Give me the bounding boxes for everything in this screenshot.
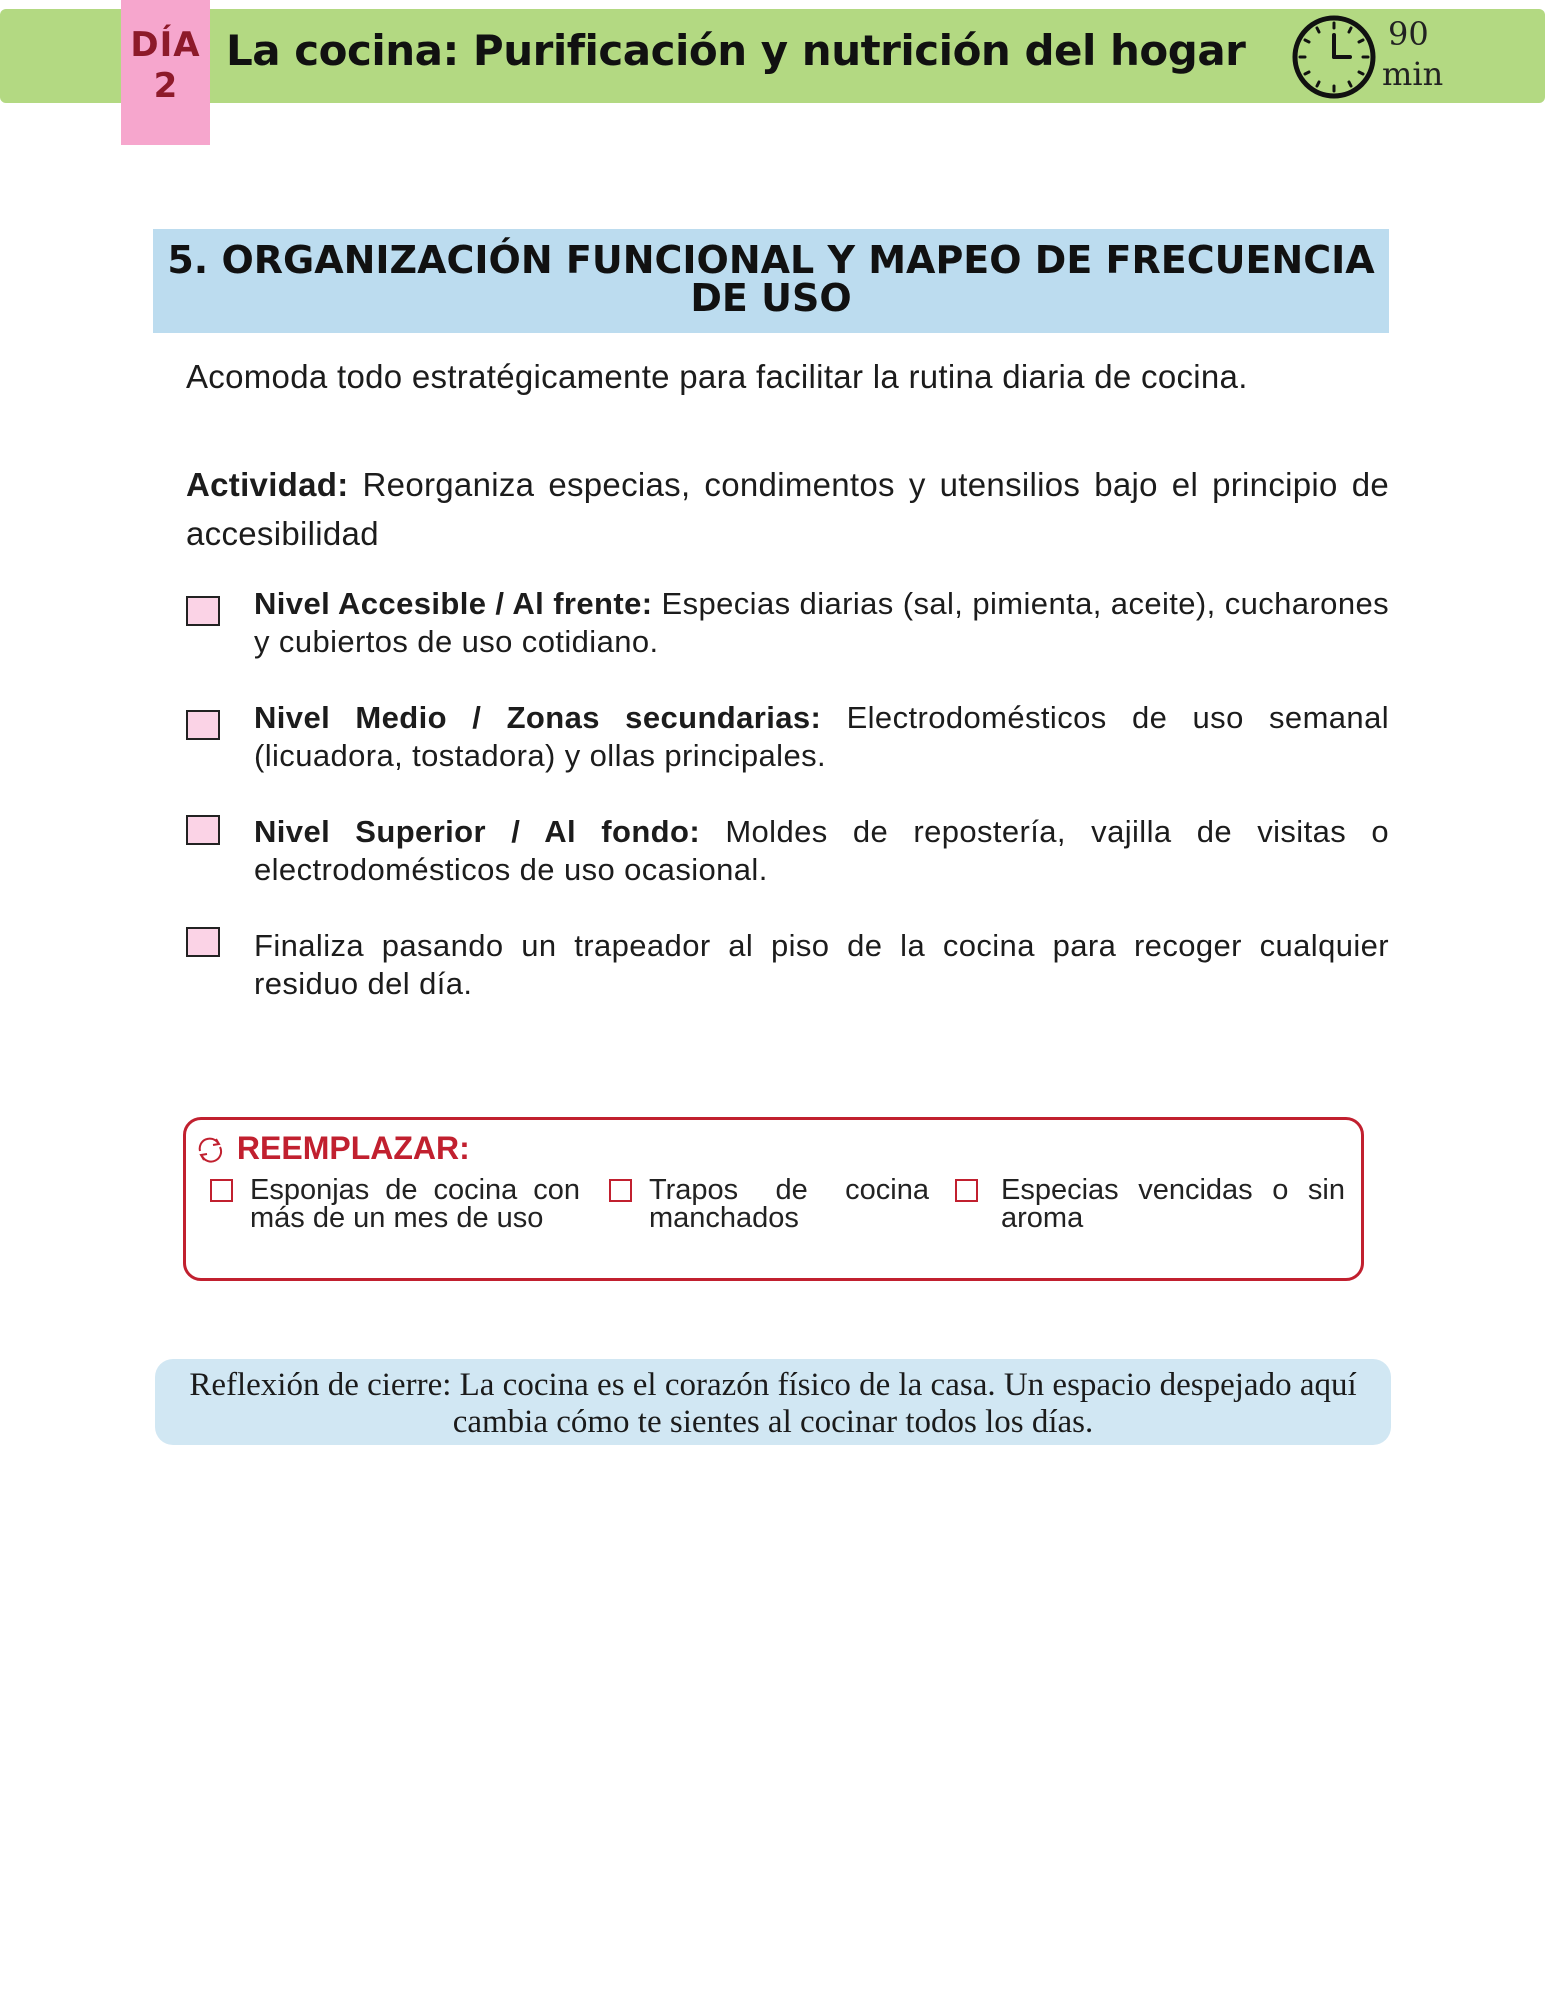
recycle-icon bbox=[194, 1135, 226, 1163]
checklist-item-label: Nivel Superior / Al fondo: bbox=[254, 814, 701, 849]
section-title: ORGANIZACIÓN FUNCIONAL Y MAPEO DE FRECUENCIA DE USO bbox=[221, 238, 1375, 320]
replace-title: REEMPLAZAR: bbox=[236, 1130, 470, 1166]
reflection-text: Reflexión de cierre: La cocina es el corazón físico de la casa. Un espacio despejado aquí cambia cómo te sientes al cocinar todos los días. bbox=[189, 1367, 1357, 1440]
intro-text: Acomoda todo estratégicamente para facilitar la rutina diaria de cocina. bbox=[186, 358, 1248, 395]
replace-item bbox=[609, 1176, 929, 1266]
activity-paragraph bbox=[186, 460, 1389, 558]
section-number: 5. bbox=[167, 238, 209, 282]
replace-item-text: Esponjas de cocina con más de un mes de uso bbox=[250, 1174, 580, 1234]
replace-item-text: Especias vencidas o sin aroma bbox=[1001, 1174, 1345, 1234]
checklist-item-label: Nivel Medio / Zonas secundarias: bbox=[254, 700, 822, 735]
checklist-item-text: Especias diarias (sal, pimienta, aceite), cucharones y cubiertos de uso cotidiano. bbox=[254, 586, 1389, 659]
day-number: 2 bbox=[153, 66, 178, 106]
section-heading bbox=[153, 229, 1389, 333]
duration-unit: min bbox=[1382, 55, 1444, 93]
checkbox[interactable] bbox=[210, 1179, 233, 1202]
checklist-item-text: Electrodomésticos de uso semanal (licuadora, tostadora) y ollas principales. bbox=[254, 700, 1389, 773]
replace-item bbox=[955, 1176, 1345, 1266]
checkbox[interactable] bbox=[186, 815, 220, 845]
reflection-box bbox=[155, 1359, 1391, 1445]
checkbox[interactable] bbox=[186, 710, 220, 740]
activity-text: Reorganiza especias, condimentos y utensilios bajo el principio de accesibilidad bbox=[186, 466, 1390, 552]
duration bbox=[1382, 14, 1502, 94]
replace-heading bbox=[194, 1130, 470, 1167]
checklist-item-label: Nivel Accesible / Al frente: bbox=[254, 586, 653, 621]
day-tag bbox=[121, 0, 210, 145]
day-label: DÍA bbox=[130, 25, 201, 65]
activity-label: Actividad: bbox=[186, 466, 349, 503]
page-title: La cocina: Purificación y nutrición del hogar bbox=[226, 26, 1246, 75]
clock-icon bbox=[1290, 13, 1378, 101]
replace-item bbox=[210, 1176, 580, 1266]
replace-box bbox=[183, 1117, 1364, 1281]
checklist-item-text: Finaliza pasando un trapeador al piso de la cocina para recoger cualquier residuo del día. bbox=[254, 928, 1389, 1001]
duration-value: 90 bbox=[1388, 15, 1429, 53]
checkbox[interactable] bbox=[609, 1179, 632, 1202]
checkbox[interactable] bbox=[955, 1179, 978, 1202]
checkbox[interactable] bbox=[186, 596, 220, 626]
checklist-item-text: Moldes de repostería, vajilla de visitas o electrodomésticos de uso ocasional. bbox=[254, 814, 1389, 887]
replace-item-text: Trapos de cocina manchados bbox=[649, 1174, 929, 1234]
checkbox[interactable] bbox=[186, 927, 220, 957]
